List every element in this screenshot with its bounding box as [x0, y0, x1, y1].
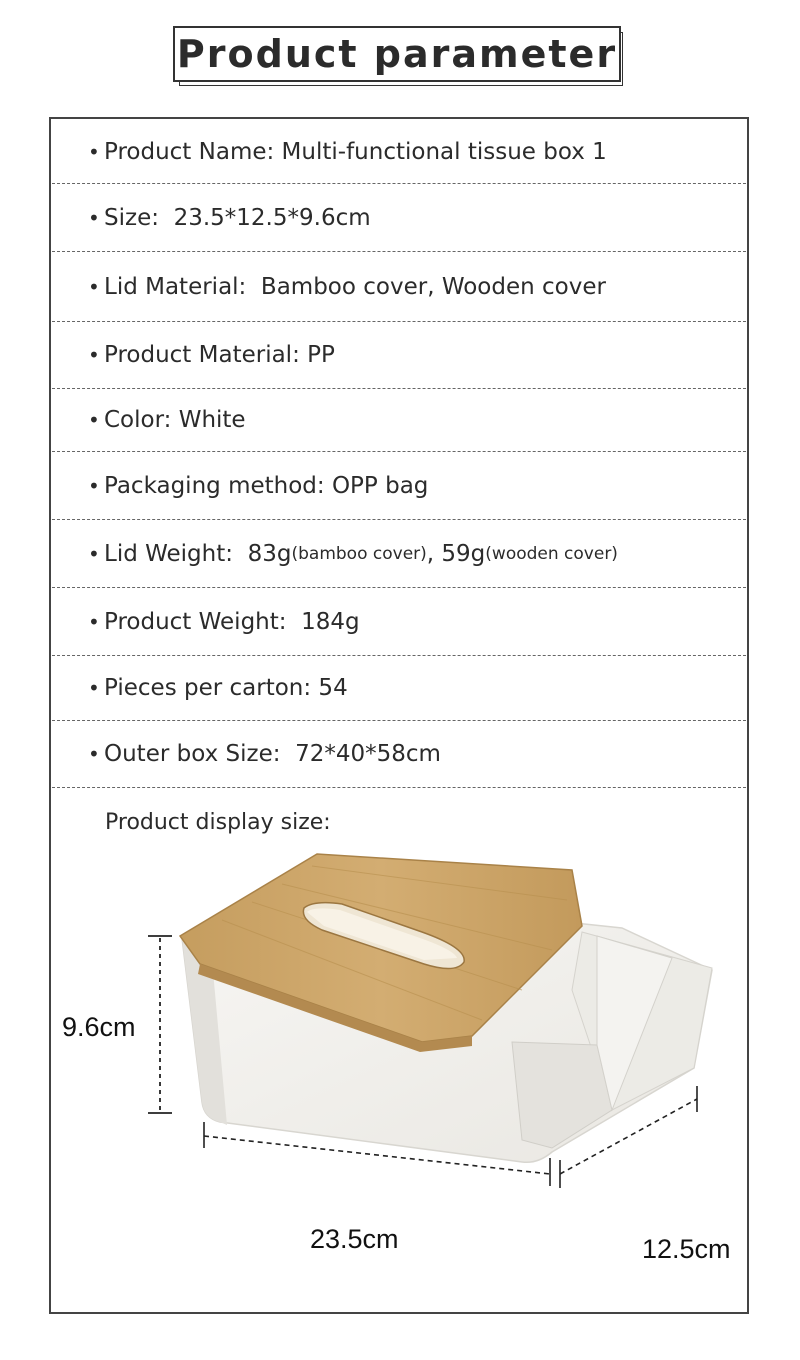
bullet: • — [88, 139, 100, 164]
bullet: • — [88, 343, 100, 367]
bullet: • — [88, 541, 100, 566]
height-dimension — [148, 936, 172, 1113]
page-title: Product parameter — [176, 32, 618, 76]
param-row-pieces-per-carton — [52, 656, 746, 721]
bullet: • — [88, 609, 100, 634]
bullet: • — [88, 742, 100, 766]
param-row-packaging — [52, 452, 746, 520]
param-note: (bamboo cover) — [291, 543, 427, 564]
param-row-outer-box-size — [52, 721, 746, 788]
height-label: 9.6cm — [62, 1012, 136, 1042]
param-text: Product Material: PP — [104, 342, 335, 368]
param-row-lid-material — [52, 252, 746, 322]
param-text: Pieces per carton: 54 — [104, 675, 348, 701]
param-row-lid-weight — [52, 520, 746, 588]
product-illustration — [52, 840, 746, 1310]
param-row-size — [52, 184, 746, 252]
param-text: Color: White — [104, 407, 246, 433]
param-text: Outer box Size: 72*40*58cm — [104, 741, 441, 767]
param-text: Packaging method: OPP bag — [104, 472, 429, 499]
bullet: • — [88, 676, 100, 700]
param-text: Product Name: Multi-functional tissue box 1 — [104, 138, 607, 165]
param-text: Lid Material: Bamboo cover, Wooden cover — [104, 273, 606, 300]
param-text-continued: , 59g — [426, 540, 486, 567]
param-text: Size: 23.5*12.5*9.6cm — [104, 204, 371, 231]
bullet: • — [88, 473, 100, 498]
title-badge — [173, 26, 625, 86]
param-note: (wooden cover) — [485, 543, 618, 564]
param-row-product-material — [52, 322, 746, 389]
length-label: 23.5cm — [310, 1224, 399, 1254]
param-row-product-weight — [52, 588, 746, 656]
bullet: • — [88, 205, 100, 230]
title-box — [173, 26, 621, 82]
display-size-label: Product display size: — [105, 810, 331, 835]
param-row-color — [52, 389, 746, 452]
param-row-product-name — [52, 120, 746, 184]
width-label: 12.5cm — [642, 1234, 731, 1264]
param-text: Product Weight: 184g — [104, 608, 360, 635]
bullet: • — [88, 274, 100, 299]
bullet: • — [88, 408, 100, 432]
param-text: Lid Weight: 83g — [104, 540, 292, 567]
